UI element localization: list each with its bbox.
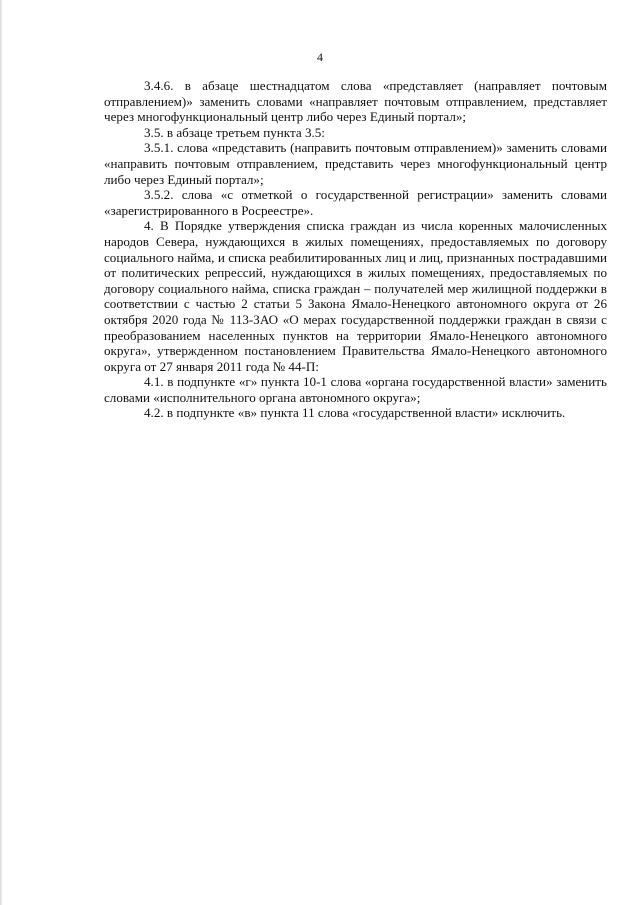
- paragraph-3-5: 3.5. в абзаце третьем пункта 3.5:: [144, 124, 325, 140]
- document-body: [104, 78, 607, 421]
- paragraph-3-5-1: 3.5.1. слова «представить (направить почтовым отправлением)» заменить словами «направить почтовым отправлением, представить через многофункциональный центр либо через Единый портал»;: [104, 140, 607, 187]
- paragraph-4-2: 4.2. в подпункте «в» пункта 11 слова «государственной власти» исключить.: [144, 405, 566, 421]
- paragraph-3-5-2: 3.5.2. слова «с отметкой о государственной регистрации» заменить словами «зарегистрированного в Росреестре».: [104, 187, 607, 218]
- scan-edge-shadow: [0, 0, 3, 905]
- paragraph-3-4-6: 3.4.6. в абзаце шестнадцатом слова «представляет (направляет почтовым отправлением)» заменить словами «направляет почтовым отправлением, представляет через многофункциональный центр либо через Единый портал»;: [104, 78, 607, 125]
- paragraph-4: 4. В Порядке утверждения списка граждан из числа коренных малочисленных народов Севера, нуждающихся в жилых помещениях, предоставляемых по договору социального найма, и списка реабилитированных лиц и лиц, признанных пострадавшими от политических репрессий, нуждающихся в жилых помещениях, предоставляемых по договору социального найма, списка граждан – получателей мер жилищной поддержки в соответствии с частью 2 статьи 5 Закона Ямало-Ненецкого автономного округа от 26 октября 2020 года № 113-ЗАО «О мерах государственной поддержки граждан в связи с преобразованием населенных пунктов на территории Ямало-Ненецкого автономного округа», утвержденном постановлением Правительства Ямало-Ненецкого автономного округа от 27 января 2011 года № 44-П:: [104, 218, 607, 374]
- paragraph-4-1: 4.1. в подпункте «г» пункта 10-1 слова «органа государственной власти» заменить словами «исполнительного органа автономного округа»;: [104, 374, 607, 405]
- page-number: 4: [317, 50, 323, 64]
